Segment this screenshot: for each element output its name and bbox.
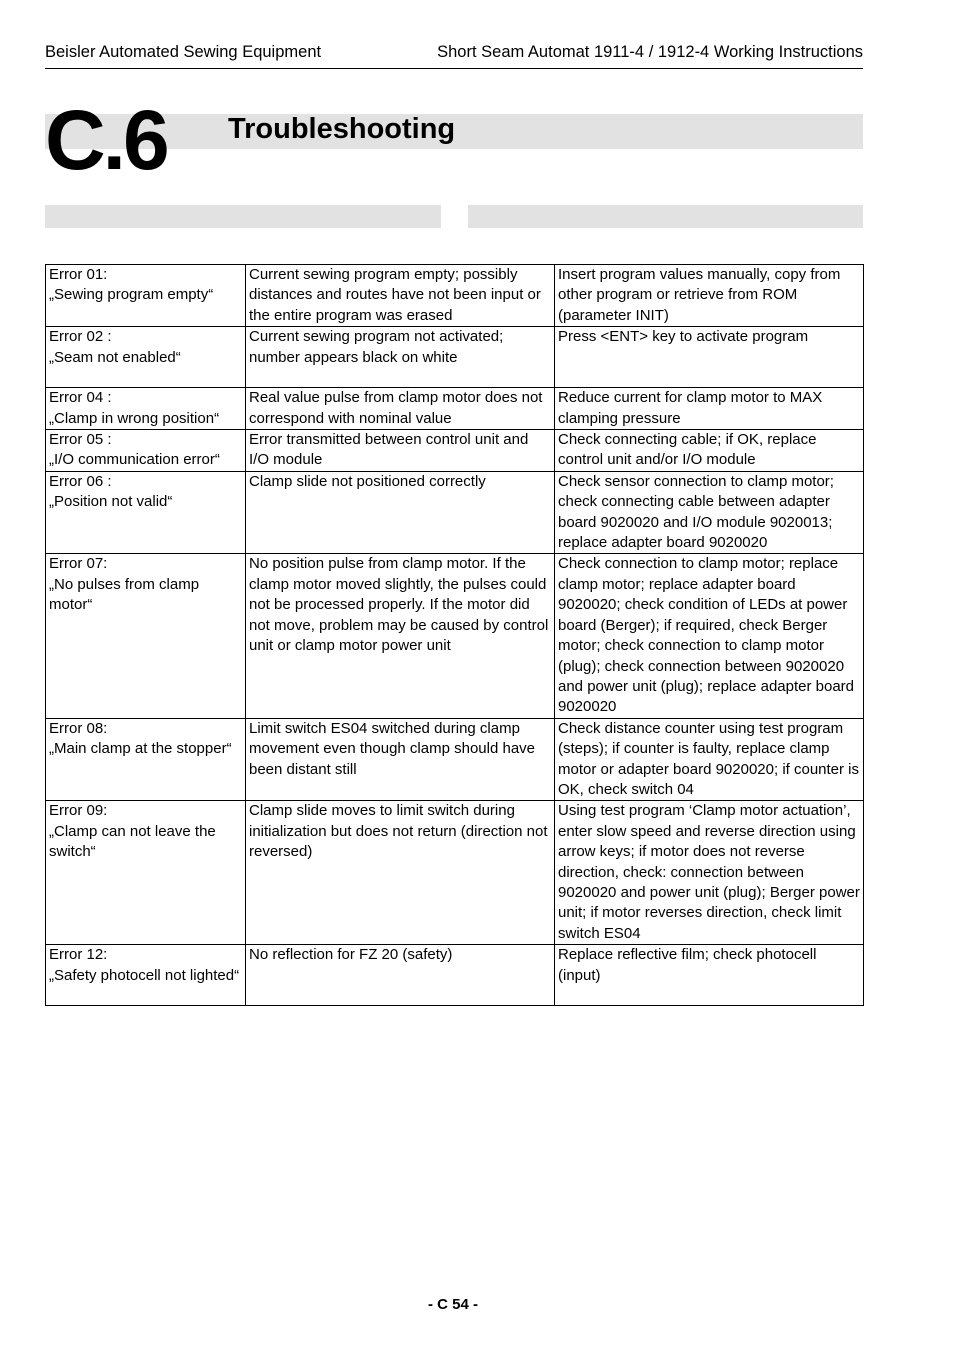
error-cause-cell: Current sewing program empty; possibly distances and routes have not been input or the entire program was erased: [246, 265, 555, 327]
error-remedy-cell: Press <ENT> key to activate program: [555, 327, 864, 388]
error-code-cell: [46, 554, 246, 718]
error-code: Error 09:: [49, 802, 108, 820]
error-cause-cell: Error transmitted between control unit and I/O module: [246, 430, 555, 472]
error-remedy-cell: Check distance counter using test program (steps); if counter is faulty, replace clamp motor or adapter board 9020020; if counter is OK, check switch 04: [555, 718, 864, 801]
page-number: - C 54 -: [427, 1296, 478, 1313]
column-header-bar-right: [468, 205, 863, 228]
error-table: [45, 264, 864, 1006]
error-name: „Safety photocell not lighted“: [49, 966, 240, 984]
error-cause-cell: Current sewing program not activated; number appears black on white: [246, 327, 555, 388]
header-rule: [45, 68, 863, 69]
error-code-cell: [46, 471, 246, 554]
error-remedy-cell: Insert program values manually, copy from other program or retrieve from ROM (parameter INIT): [555, 265, 864, 327]
error-remedy-cell: Replace reflective film; check photocell (input): [555, 945, 864, 1006]
table-row: [46, 388, 864, 430]
error-cause-cell: Limit switch ES04 switched during clamp movement even though clamp should have been distant still: [246, 718, 555, 801]
error-name: „Sewing program empty“: [49, 286, 214, 304]
error-code-cell: [46, 265, 246, 327]
table-row: [46, 265, 864, 327]
error-cause-cell: No position pulse from clamp motor. If the clamp motor moved slightly, the pulses could not be processed properly. If the motor did not move, problem may be caused by control unit or clamp motor power unit: [246, 554, 555, 718]
error-remedy-cell: Check connection to clamp motor; replace clamp motor; replace adapter board 9020020; check condition of LEDs at power board (Berger); if required, check Berger motor; check connection to clamp motor (plug); check connection between 9020020 and power unit (plug); replace adapter board 9020020: [555, 554, 864, 718]
error-cause-cell: No reflection for FZ 20 (safety): [246, 945, 555, 1006]
page-header-right: Short Seam Automat 1911-4 / 1912-4 Working Instructions: [437, 43, 863, 61]
error-code: Error 02 :: [49, 328, 112, 346]
table-row: [46, 471, 864, 554]
error-code-cell: [46, 327, 246, 388]
error-code-cell: [46, 945, 246, 1006]
section-number: C.6: [45, 93, 167, 187]
error-cause-cell: Clamp slide moves to limit switch during initialization but does not return (direction not reversed): [246, 801, 555, 945]
error-code: Error 07:: [49, 555, 108, 573]
error-code: Error 12:: [49, 946, 108, 964]
error-table-body: [46, 265, 864, 1006]
error-remedy-cell: Check connecting cable; if OK, replace control unit and/or I/O module: [555, 430, 864, 472]
error-cause-cell: Clamp slide not positioned correctly: [246, 471, 555, 554]
table-row: [46, 801, 864, 945]
table-row: [46, 718, 864, 801]
table-row: [46, 554, 864, 718]
error-remedy-cell: Using test program ‘Clamp motor actuation’, enter slow speed and reverse direction using arrow keys; if motor does not reverse direction, check: connection between 9020020 and power unit (plug); Berger power unit; if motor reverses direction, check limit switch ES04: [555, 801, 864, 945]
table-row: [46, 945, 864, 1006]
error-code: Error 04 :: [49, 389, 112, 407]
error-name: „No pulses from clamp motor“: [49, 575, 200, 614]
table-row: [46, 430, 864, 472]
error-name: „Clamp can not leave the switch“: [49, 822, 216, 861]
error-name: „Position not valid“: [49, 493, 173, 511]
error-name: „Seam not enabled“: [49, 348, 181, 366]
error-code: Error 08:: [49, 719, 108, 737]
error-remedy-cell: Reduce current for clamp motor to MAX clamping pressure: [555, 388, 864, 430]
section-title: Troubleshooting: [228, 113, 456, 145]
error-code-cell: [46, 388, 246, 430]
error-remedy-cell: Check sensor connection to clamp motor; check connecting cable between adapter board 9020020 and I/O module 9020013; replace adapter board 9020020: [555, 471, 864, 554]
error-cause-cell: Real value pulse from clamp motor does not correspond with nominal value: [246, 388, 555, 430]
error-name: „Main clamp at the stopper“: [49, 740, 232, 758]
page-header-left: Beisler Automated Sewing Equipment: [45, 43, 322, 61]
error-code-cell: [46, 718, 246, 801]
error-code: Error 01:: [49, 266, 108, 283]
table-row: [46, 327, 864, 388]
error-name: „I/O communication error“: [49, 451, 220, 469]
error-name: „Clamp in wrong position“: [49, 409, 220, 427]
column-header-bar-left: [45, 205, 441, 228]
error-code-cell: [46, 801, 246, 945]
error-code: Error 06 :: [49, 472, 112, 490]
error-code-cell: [46, 430, 246, 472]
error-code: Error 05 :: [49, 431, 112, 449]
